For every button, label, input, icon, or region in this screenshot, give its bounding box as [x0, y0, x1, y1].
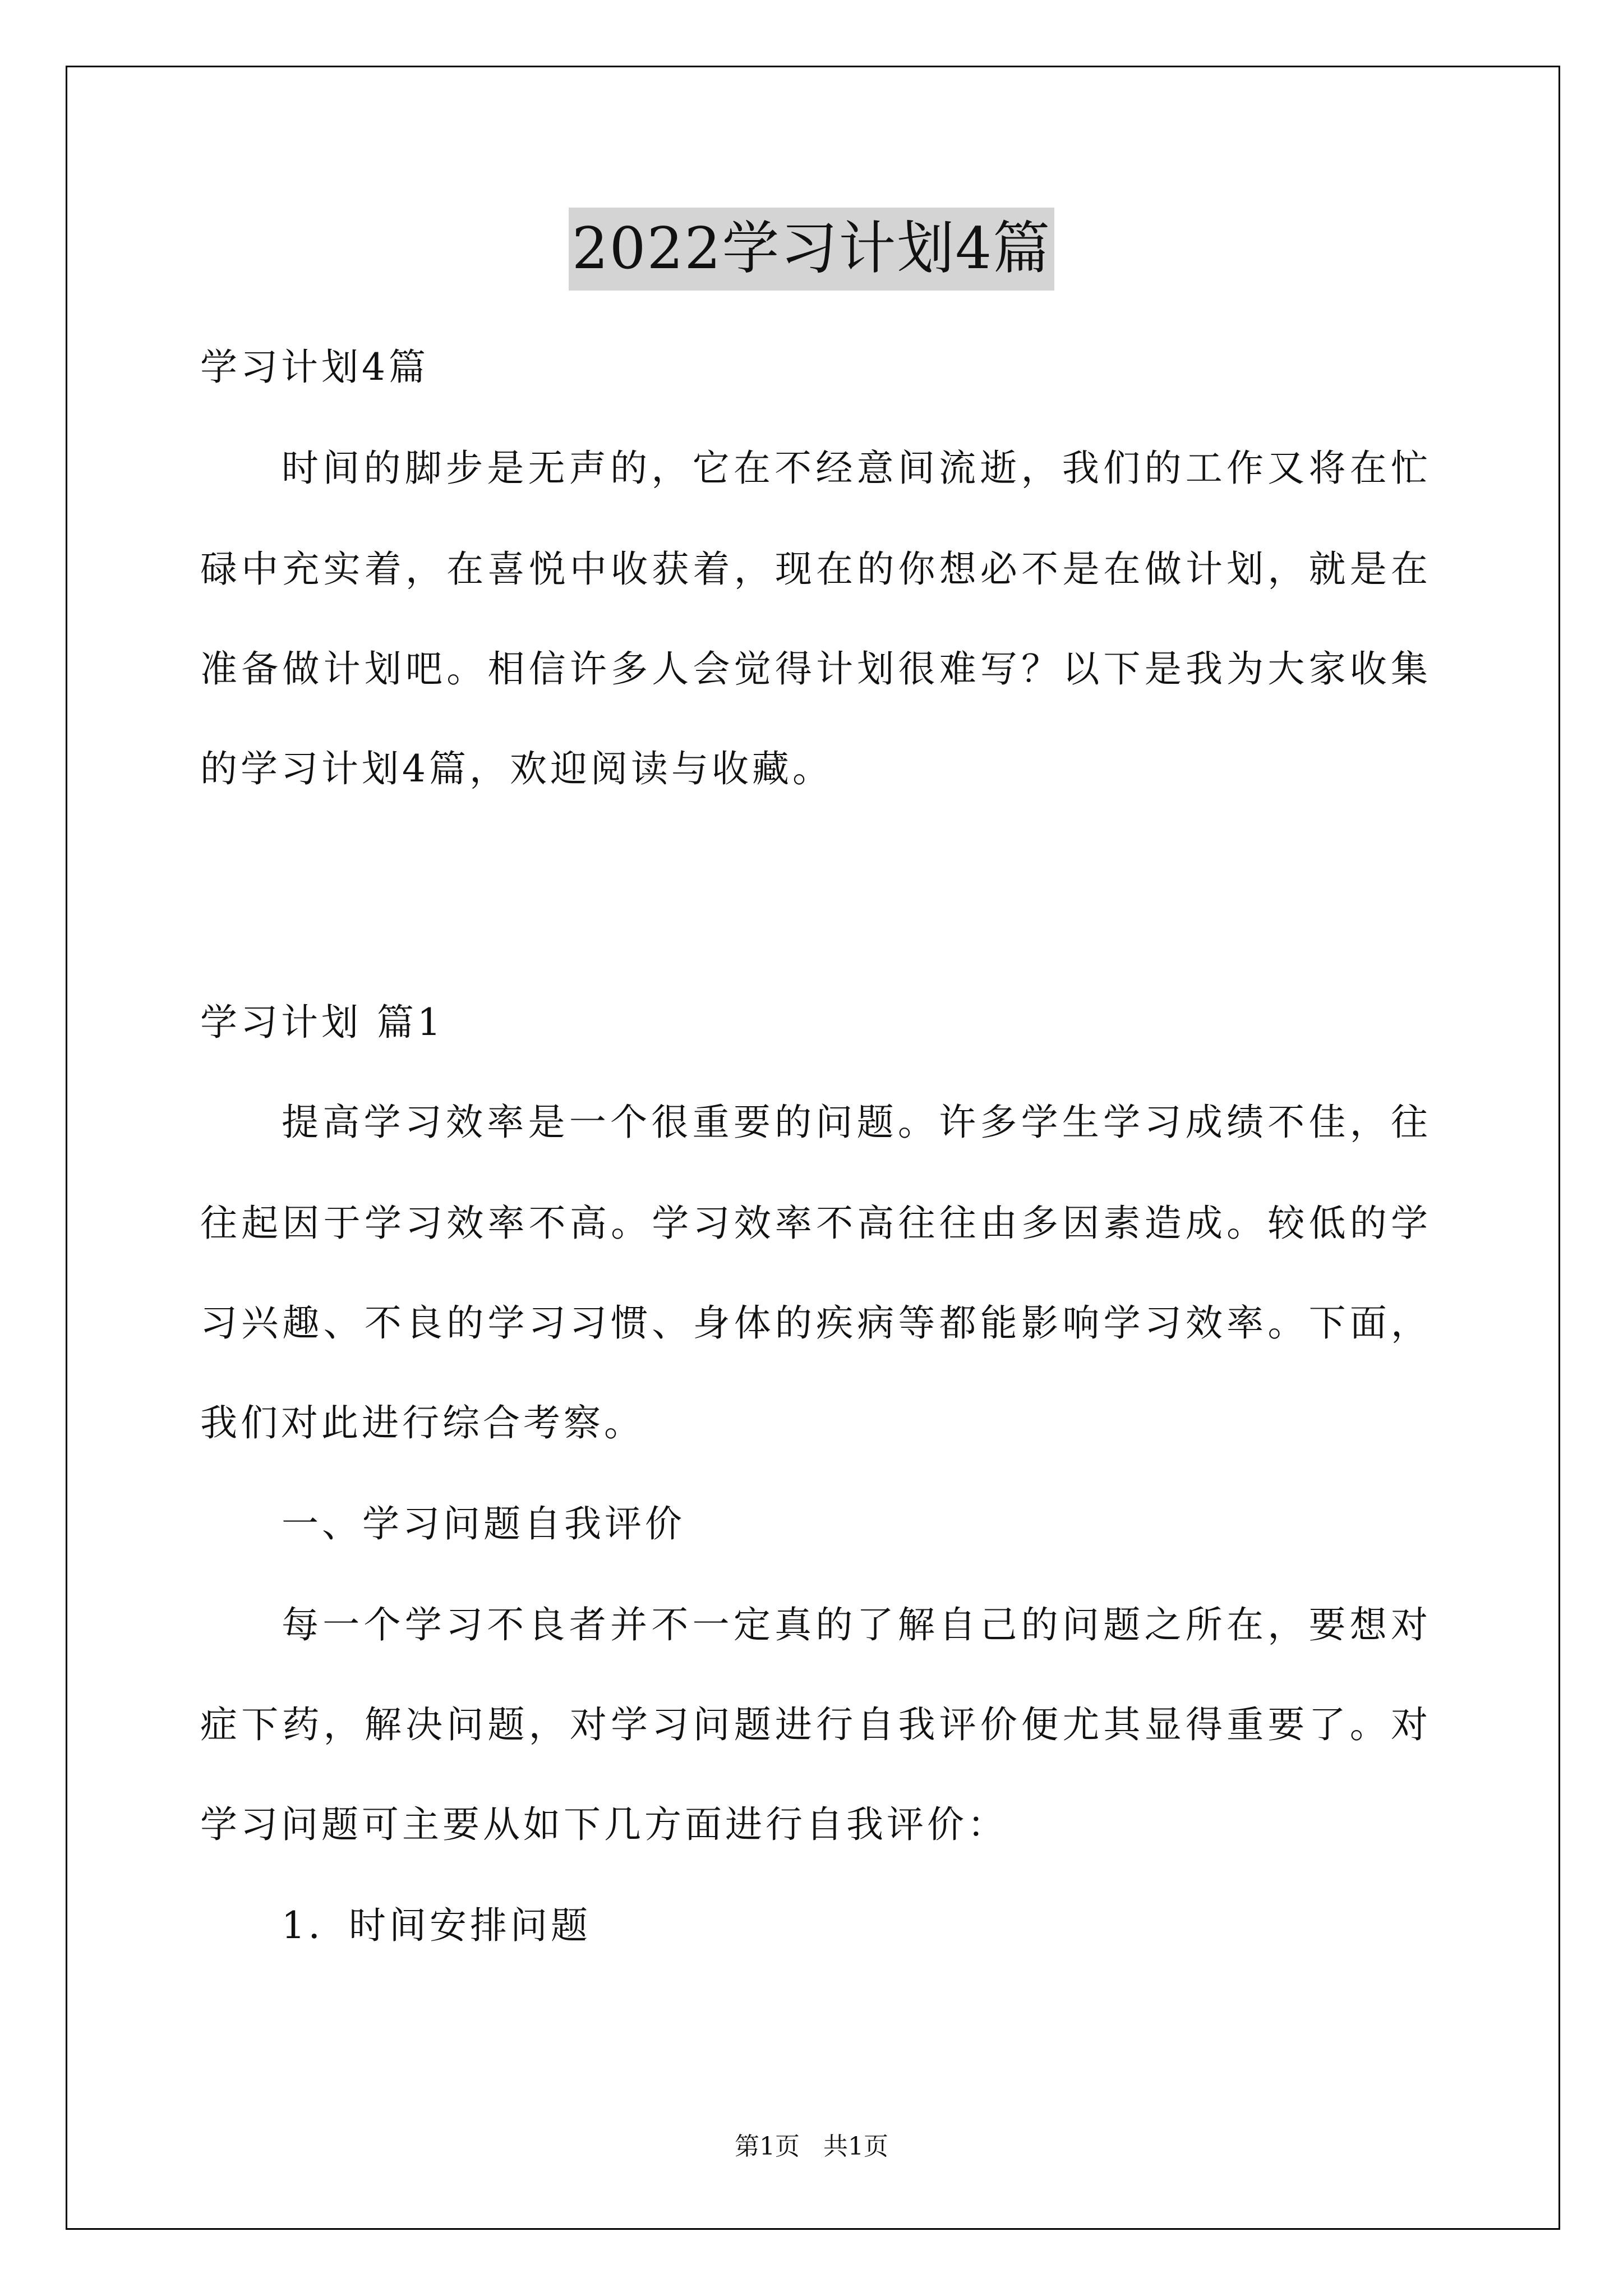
list-item-heading: 1．时间安排问题 — [282, 1904, 591, 1947]
paragraph-line: 往起因于学习效率不高。学习效率不高往往由多因素造成。较低的学 — [200, 1202, 1431, 1245]
subsection-heading: 一、学习问题自我评价 — [282, 1502, 685, 1545]
title-container — [0, 208, 1623, 291]
intro-heading: 学习计划4篇 — [200, 346, 429, 389]
paragraph-line: 症下药，解决问题，对学习问题进行自我评价便尤其显得重要了。对 — [200, 1703, 1431, 1746]
paragraph-line: 碌中充实着，在喜悦中收获着，现在的你想必不是在做计划，就是在 — [200, 547, 1431, 591]
paragraph-line: 我们对此进行综合考察。 — [200, 1401, 644, 1444]
paragraph-line: 学习问题可主要从如下几方面进行自我评价： — [200, 1803, 1008, 1846]
paragraph-line: 的学习计划4篇，欢迎阅读与收藏。 — [200, 747, 833, 790]
section-heading: 学习计划 篇1 — [200, 1001, 444, 1044]
paragraph-line: 提高学习效率是一个很重要的问题。许多学生学习成绩不佳，往 — [282, 1101, 1431, 1144]
paragraph-line: 时间的脚步是无声的，它在不经意间流逝，我们的工作又将在忙 — [282, 447, 1431, 490]
paragraph-line: 准备做计划吧。相信许多人会觉得计划很难写？以下是我为大家收集 — [200, 647, 1431, 691]
document-title: 2022学习计划4篇 — [569, 208, 1054, 291]
page-footer: 第1页 共1页 — [735, 2132, 888, 2161]
paragraph-line: 习兴趣、不良的学习习惯、身体的疾病等都能影响学习效率。下面， — [200, 1301, 1431, 1345]
paragraph-line: 每一个学习不良者并不一定真的了解自己的问题之所在，要想对 — [282, 1603, 1431, 1646]
